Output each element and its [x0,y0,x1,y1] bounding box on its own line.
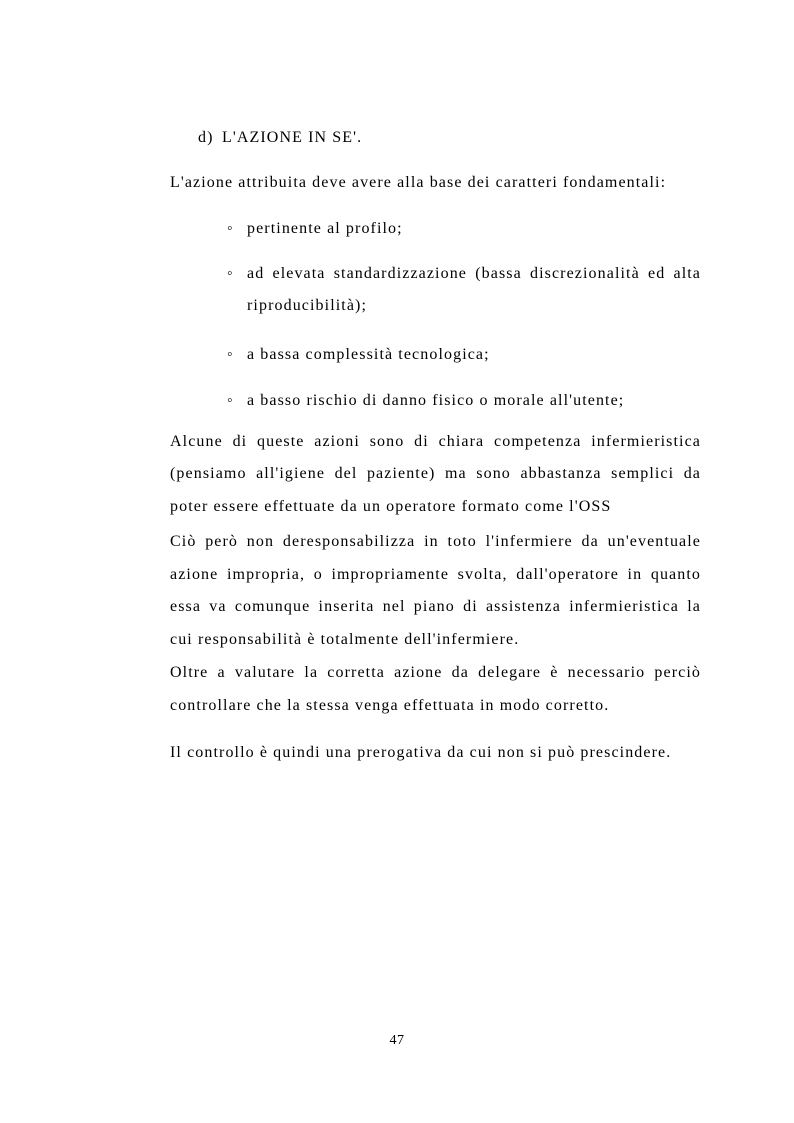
heading-text: L'AZIONE IN SE'. [222,129,363,146]
bullet-marker-icon: ◦ [227,345,234,363]
paragraph [170,426,701,524]
bullet-marker-icon: ◦ [227,220,234,237]
paragraph-line: L'azione attribuita deve avere alla base dei caratteri fondamentali: [170,173,667,191]
section-heading [170,122,701,155]
bullet-text-line: riproducibilità); [247,297,368,314]
document-body [170,122,701,770]
bullet-marker-icon: ◦ [227,264,234,282]
paragraph-line: azione impropria, o impropriamente svolta, dall'operatore in quanto [170,565,701,583]
page-number: 47 [389,1033,405,1048]
bullet-item [170,385,701,418]
paragraph-line: controllare che la stessa venga effettuata in modo corretto. [170,696,610,714]
bullet-text-line: a basso rischio di danno fisico o morale all'utente; [247,392,625,409]
paragraph [170,657,701,722]
bullet-text-line: ad elevata standardizzazione (bassa discrezionalità ed alta [247,264,701,282]
bullet-marker-icon: ◦ [227,392,234,409]
paragraph-line: poter essere effettuate da un operatore formato come l'OSS [170,497,612,515]
bullet-item [170,258,701,323]
paragraph [170,167,701,200]
bullet-text-line: a bassa complessità tecnologica; [247,345,490,363]
paragraph-line: Alcune di queste azioni sono di chiara competenza infermieristica [170,432,701,450]
heading-list-marker: d) [198,129,214,146]
paragraph-line: cui responsabilità è totalmente dell'infermiere. [170,630,520,648]
paragraph [170,526,701,656]
paragraph-line: Oltre a valutare la corretta azione da delegare è necessario perciò [170,664,701,681]
paragraph [170,737,701,770]
paragraph-line: essa va comunque inserita nel piano di assistenza infermieristica la [170,598,701,615]
bullet-text-line: pertinente al profilo; [247,220,403,237]
paragraph-line: (pensiamo all'igiene del paziente) ma sono abbastanza semplici da [170,465,701,482]
bullet-item [170,213,701,246]
paragraph-line: Il controllo è quindi una prerogativa da cui non si può prescindere. [170,744,672,761]
bullet-item [170,339,701,372]
paragraph-line: Ciò però non deresponsabilizza in toto l'infermiere da un'eventuale [170,533,701,550]
